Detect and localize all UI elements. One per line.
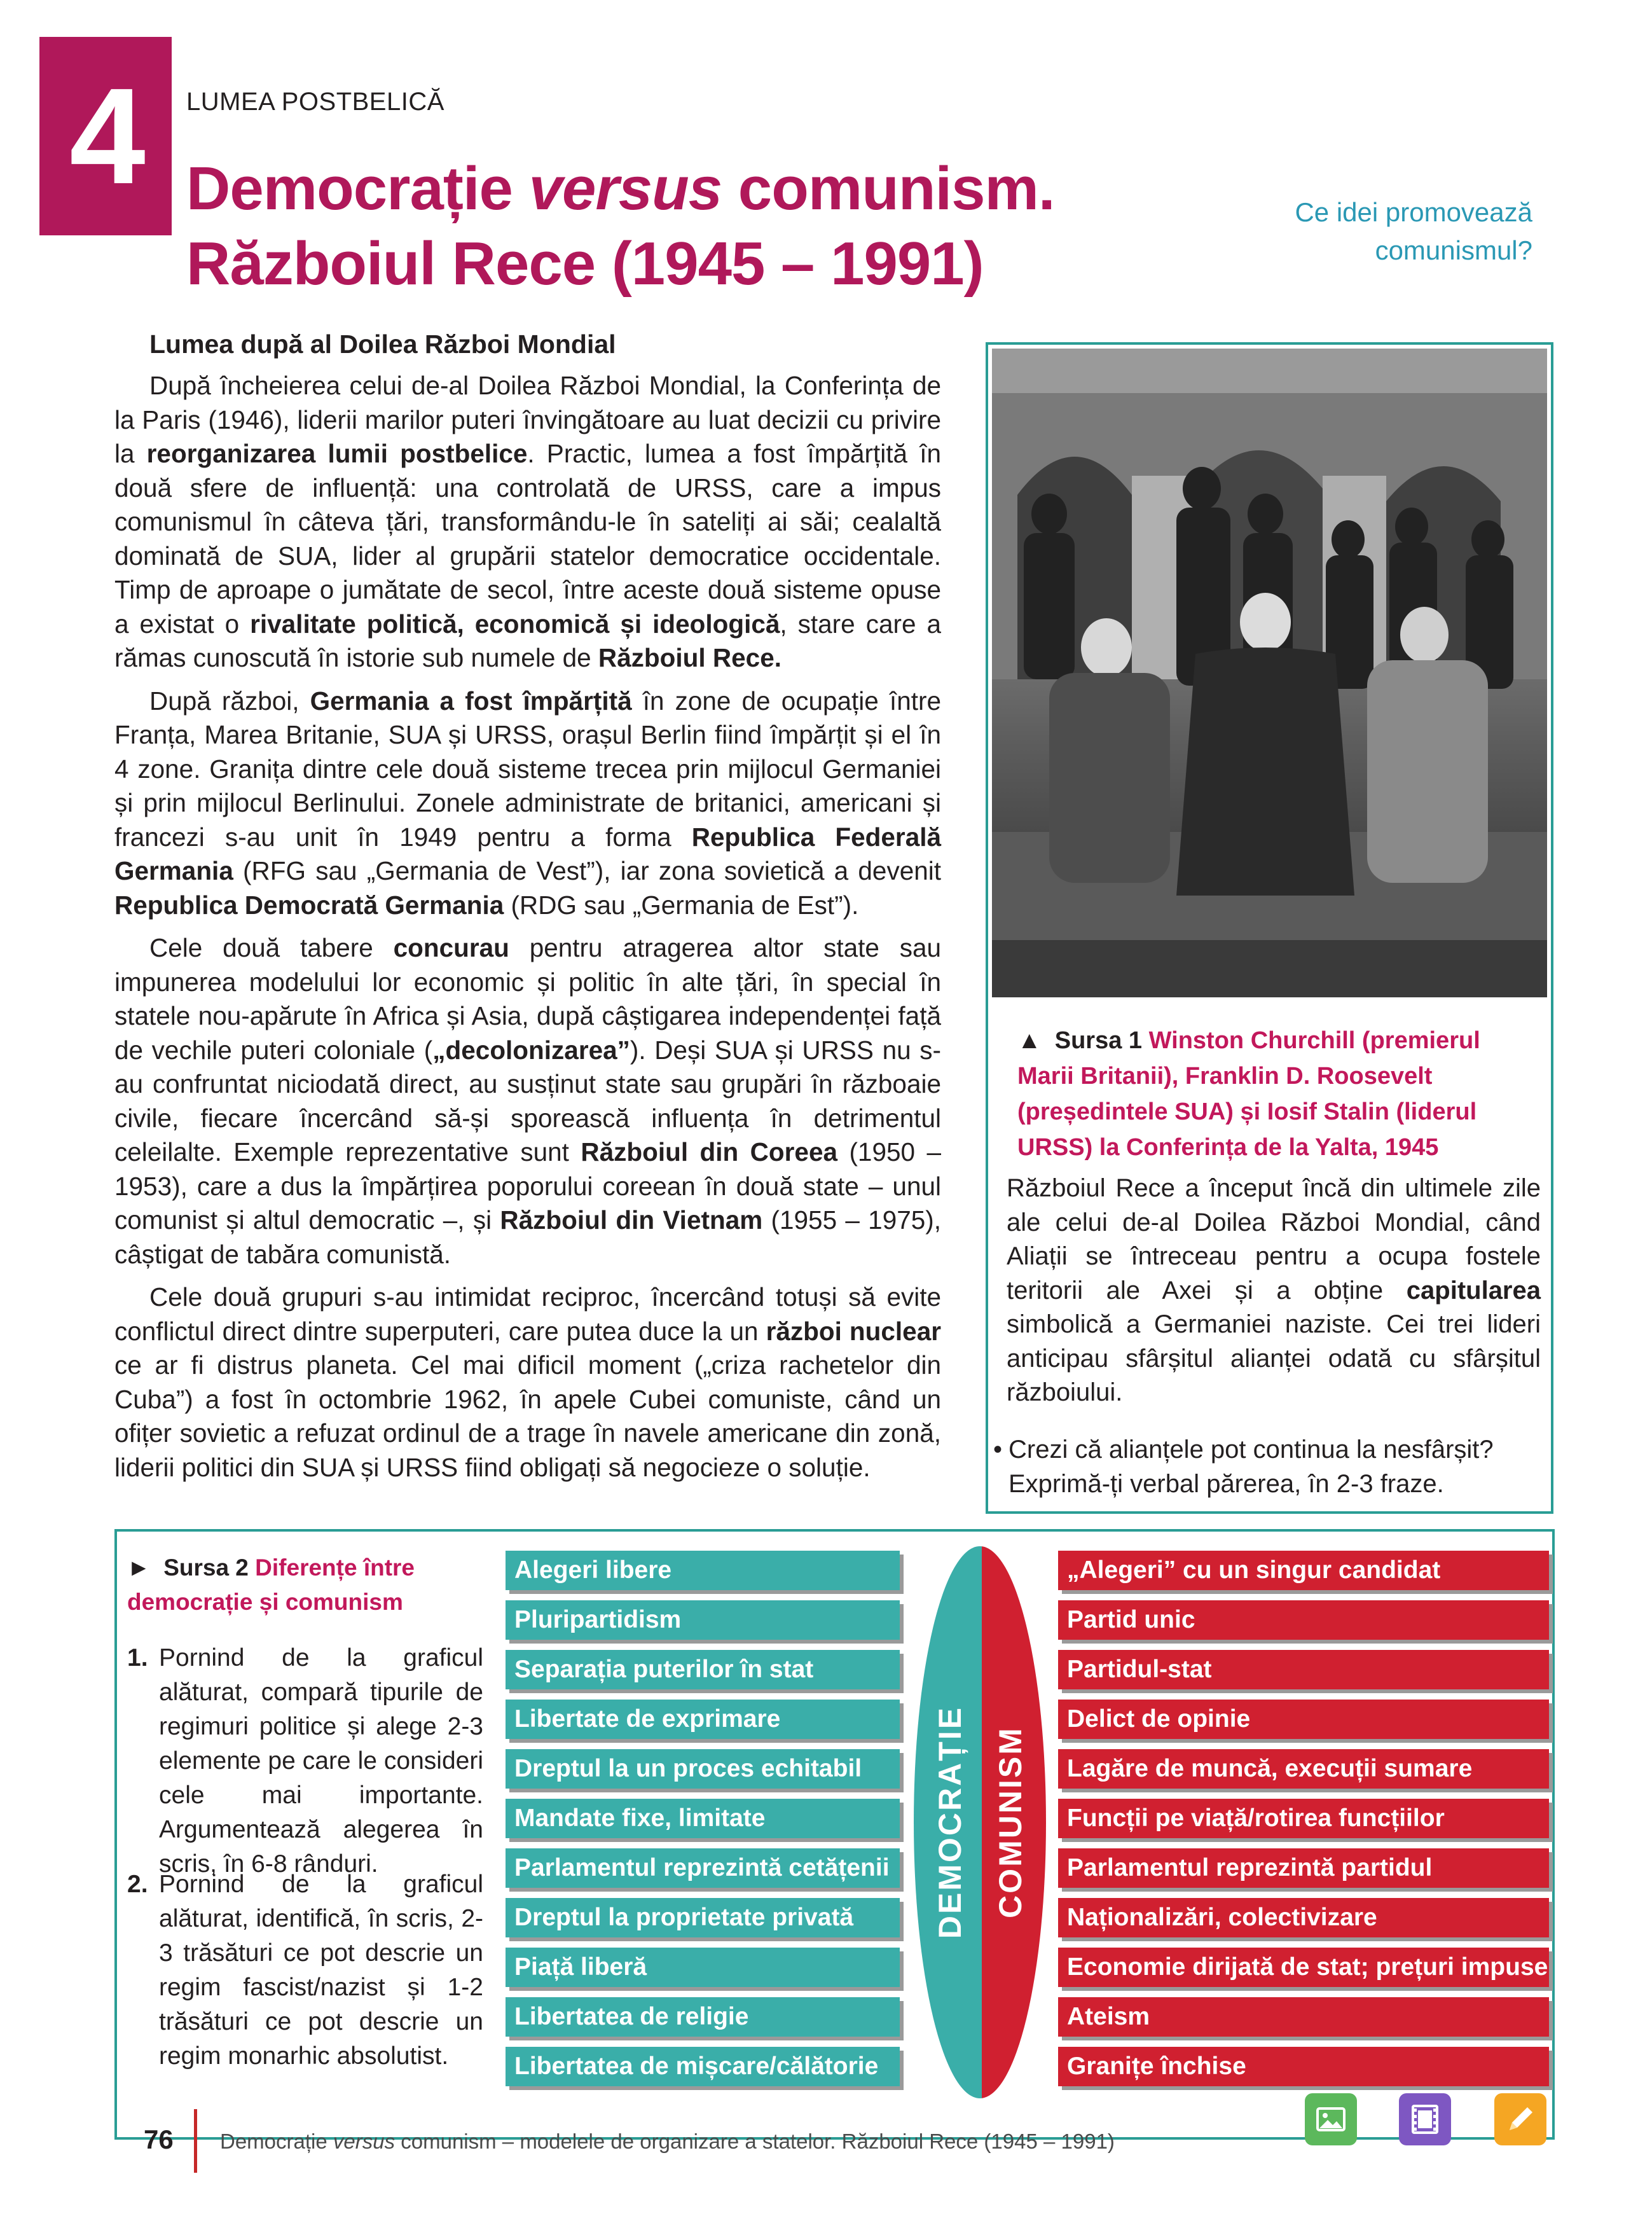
communism-item: Partidul-stat [1058,1650,1549,1689]
photo-illustration [992,349,1547,997]
communism-label: COMUNISM [993,1726,1028,1918]
democracy-item: Alegeri libere [506,1551,900,1590]
source1-caption [1017,1023,1539,1165]
main-text [114,328,941,1493]
democracy-item: Libertatea de religie [506,1997,900,2037]
side-question: Ce idei promovează comunismul? [1295,197,1532,265]
source2-heading [127,1551,483,1619]
communism-item: Funcții pe viață/rotirea funcțiilor [1058,1799,1549,1838]
communism-item: Delict de opinie [1058,1700,1549,1739]
page-title [186,151,1055,301]
arrow-right-icon: ► [127,1555,151,1581]
source2-label: Sursa 2 [163,1555,249,1581]
task-text: Pornind de la graficul alăturat, identifică, în scris, 2-3 trăsături ce pot descrie un regim fascist/nazist și 1-2 trăsături ce pot descrie un regim monarhic absolutist. [159,1871,483,2070]
source1-question-text: Crezi că alianțele pot continua la nesfârșit? Exprimă-ți verbal părerea, în 2-3 fraze. [1008,1436,1494,1498]
pencil-icon[interactable] [1494,2093,1546,2145]
page-number: 76 [144,2124,174,2154]
title-line2: Războiul Rece (1945 – 1991) [186,230,984,298]
comparison-oval [912,1544,1048,2101]
task-1 [127,1641,483,1881]
communism-item: Lagăre de muncă, execuții sumare [1058,1749,1549,1789]
democracy-item: Separația puterilor în stat [506,1650,900,1689]
democracy-item: Dreptul la un proces echitabil [506,1749,900,1789]
source1-question [993,1432,1546,1501]
bullet-icon: • [993,1436,1003,1464]
paragraph-3: Cele două tabere concurau pentru atragerea altor state sau impunerea modelului lor economic și politic în alte țări, în special în statele nou-apărute în Africa și Asia, după câștigarea independenței față de vechile puteri coloniale („decolonizarea”). Deși SUA și URSS nu s-au confruntat niciodată direct, au susținut state sau grupări în războaie civile, fiecare încercând să-și sporească influența în detrimentul celeilalte. Exemple reprezentative sunt Războiul din Coreea (1950 – 1953), care a dus la împărțirea poporului coreean în două state – unul comunist și altul democratic –, și Războiul din Vietnam (1955 – 1975), câștigat de tabăra comunistă. [114,933,942,1269]
democracy-item: Libertate de exprimare [506,1700,900,1739]
communism-item: „Alegeri” cu un singur candidat [1058,1551,1549,1590]
democracy-label: DEMOCRAȚIE [932,1705,968,1939]
communism-item: Granițe închise [1058,2047,1549,2086]
democracy-item: Parlamentul reprezintă cetățenii [506,1848,900,1888]
title-part2: comunism. [722,155,1055,223]
communism-item: Parlamentul reprezintă partidul [1058,1848,1549,1888]
democracy-item: Dreptul la proprietate privată [506,1898,900,1937]
title-part1: Democrație [186,155,529,223]
image-icon[interactable] [1305,2093,1357,2145]
communism-item: Economie dirijată de stat; prețuri impuse [1058,1948,1549,1987]
task-number: 1. [127,1644,148,1672]
communism-item: Naționalizări, colectivizare [1058,1898,1549,1937]
communism-item: Ateism [1058,1997,1549,2037]
task-2 [127,1867,483,2074]
footer-divider [194,2109,197,2173]
source2-title: Diferențe între democrație și comunism [127,1555,415,1615]
triangle-icon: ▲ [1017,1027,1042,1054]
paragraph-1: După încheierea celui de-al Doilea Război Mondial, la Conferința de la Paris (1946), liderii marilor puteri învingătoare au luat decizii cu privire la reorganizarea lumii postbelice. Practic, lumea a fost împărțită în două sfere de influență: una controlată de URSS, care a impus comunismul în câteva țări, transformându-le în sateliți ai săi; cealaltă dominată de SUA, lider al grupării statelor democratice occidentale. Timp de aproape o jumătate de secol, între aceste două sisteme opuse a existat o rivalitate politică, economică și ideologică, stare care a rămas cunoscută în istorie sub numele de Războiul Rece. [114,371,942,672]
title-italic: versus [528,155,722,223]
communism-item: Partid unic [1058,1600,1549,1640]
source1-description: Războiul Rece a început încă din ultimele zile ale celui de-al Doilea Război Mondial, când Aliații se întreceau pentru a ocupa fostele teritorii ale Axei și a obține capitularea simbolică a Germaniei naziste. Cei trei lideri anticipau sfârșitul alianței odată cu sfârșitul războiului. [1007,1174,1541,1406]
source1-caption-text: Winston Churchill (premierul Marii Britanii), Franklin D. Roosevelt (președintele SUA) și Iosif Stalin (liderul URSS) la Conferința de la Yalta, 1945 [1017,1027,1480,1161]
task-text: Pornind de la graficul alăturat, compară tipurile de regimuri politice și alege 2-3 elemente pe care le consideri cele mai importante. Argumentează alegerea în scris, în 6-8 rânduri. [159,1644,483,1878]
yalta-photo [992,349,1547,997]
democracy-item: Pluripartidism [506,1600,900,1640]
task-number: 2. [127,1871,148,1898]
source1-label: Sursa 1 [1054,1027,1143,1054]
democracy-item: Piață liberă [506,1948,900,1987]
film-icon[interactable] [1399,2093,1451,2145]
chapter-number-box: 4 [39,37,172,235]
paragraph-4: Cele două grupuri s-au intimidat reciproc, încercând totuși să evite conflictul direct dintre superputeri, care putea duce la un război nuclear ce ar fi distrus planeta. Cel mai dificil moment („criza rachetelor din Cuba”) a fost în octombrie 1962, în apele Cubei comuniste, când un ofițer sovietic a refuzat ordinul de a trage în navele americane din zonă, liderii politici din SUA și URSS fiind obligați să negocieze o soluție. [114,1282,941,1482]
democracy-item: Mandate fixe, limitate [506,1799,900,1838]
democracy-item: Libertatea de mișcare/călătorie [506,2047,900,2086]
section-heading: Lumea după al Doilea Război Mondial [149,329,616,359]
paragraph-2: După război, Germania a fost împărțită în zone de ocupație între Franța, Marea Britanie, SUA și URSS, orașul Berlin fiind împărțit și el în 4 zone. Granița dintre cele două sisteme trecea prin mijlocul Germaniei și prin mijlocul Berlinului. Zonele administrate de britanici, americani și francezi s-au unit în 1949 pentru a forma Republica Federală Germania (RFG sau „Germania de Vest”), iar zona sovietică a devenit Republica Democrată Germania (RDG sau „Germania de Est”). [114,686,941,920]
unit-label: LUMEA POSTBELICĂ [186,88,444,116]
footer-text: Democrație versus comunism – modelele de organizare a statelor. Războiul Rece (1945 – 1991) [220,2129,1115,2153]
